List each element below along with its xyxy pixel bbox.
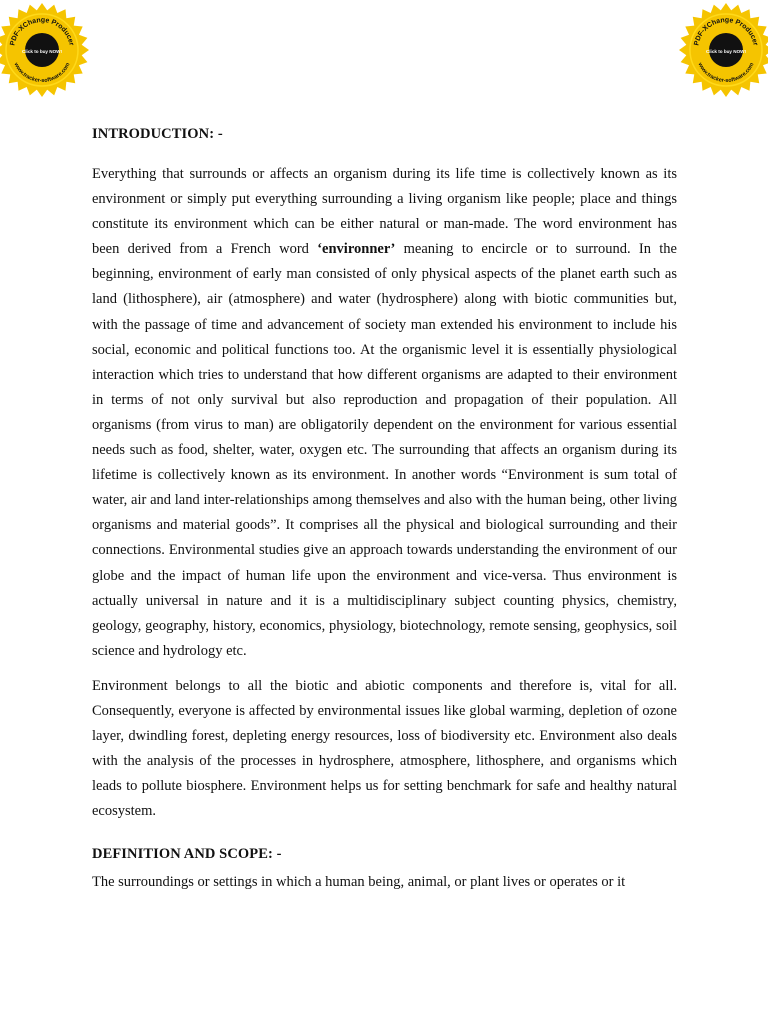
seal-icon (0, 0, 92, 100)
paragraph-environment-belongs: Environment belongs to all the biotic and abiotic components and therefore is, vital for all. Consequently, everyone is affected by environmental issues like global warming, depletion of ozone layer, dwindling forest, depleting energy resources, loss of biodiversity etc. Environment also deals with the analysis of the processes in hydrosphere, atmosphere, lithosphere, and organisms which leads to pollute biosphere. Environment helps us for setting benchmark for safe and healthy natural ecosystem. (92, 677, 677, 820)
svg-text:Click to buy NOW!: Click to buy NOW! (21, 49, 63, 54)
seal-icon (676, 0, 768, 100)
svg-text:www.tracker-software.com: www.tracker-software.com (12, 61, 72, 85)
paragraph-definition: The surroundings or settings in which a human being, animal, or plant lives or operates or it (92, 874, 626, 891)
paragraph-introduction (92, 162, 677, 664)
svg-text:PDF-XChange Producer: PDF-XChange Producer (693, 16, 759, 47)
pdf-xchange-badge-left[interactable] (0, 0, 92, 100)
section-heading-introduction: INTRODUCTION: - (92, 126, 223, 142)
paragraph-text: meaning to encircle or to surround. In the beginning, environment of early man consisted of only physical aspects of the planet earth such as land (lithosphere), air (atmosphere) and water (hydrosphere) along with biotic communities but, with the passage of time and advancement of society man extended his environment to include his social, economic and political functions too. At the organismic level it is essentially physiological interaction which tries to understand that how different organisms are adapted to their environment in terms of not only survival but also reproduction and propagation of their population. All organisms (from virus to man) are obligatorily dependent on the environment for various essential needs such as food, shelter, water, oxygen etc. The surrounding that affects an organism during its lifetime is collectively known as its environment. In another words “Environment is sum total of water, air and land inter-relationships among themselves and also with the human being, other living organisms and material goods”. It comprises all the physical and biological surrounding and their connections. Environmental studies give an approach towards understanding the environment of our globe and the impact of human life upon the environment and vice-versa. Thus environment is actually universal in nature and it is a multidisciplinary subject counting physics, chemistry, geology, geography, history, economics, physiology, biotechnology, remote sensing, geophysics, soil science and hydrology etc. (92, 241, 677, 659)
document-body (92, 118, 677, 906)
svg-text:www.tracker-software.com: www.tracker-software.com (696, 61, 756, 85)
paragraph-text: Everything that surrounds or affects an organism during its life time is collectively known as its environment or simply put everything surrounding a living organism like people; place and things constitute its environment which can be either natural or man-made. The word environment has been derived from a French word (92, 166, 677, 258)
section-heading-definition: DEFINITION AND SCOPE: - (92, 846, 282, 863)
bold-term: ‘environner’ (317, 241, 396, 258)
pdf-xchange-badge-right[interactable] (676, 0, 768, 100)
svg-text:PDF-XChange Producer: PDF-XChange Producer (9, 16, 75, 47)
svg-text:Click to buy NOW!: Click to buy NOW! (705, 49, 747, 54)
